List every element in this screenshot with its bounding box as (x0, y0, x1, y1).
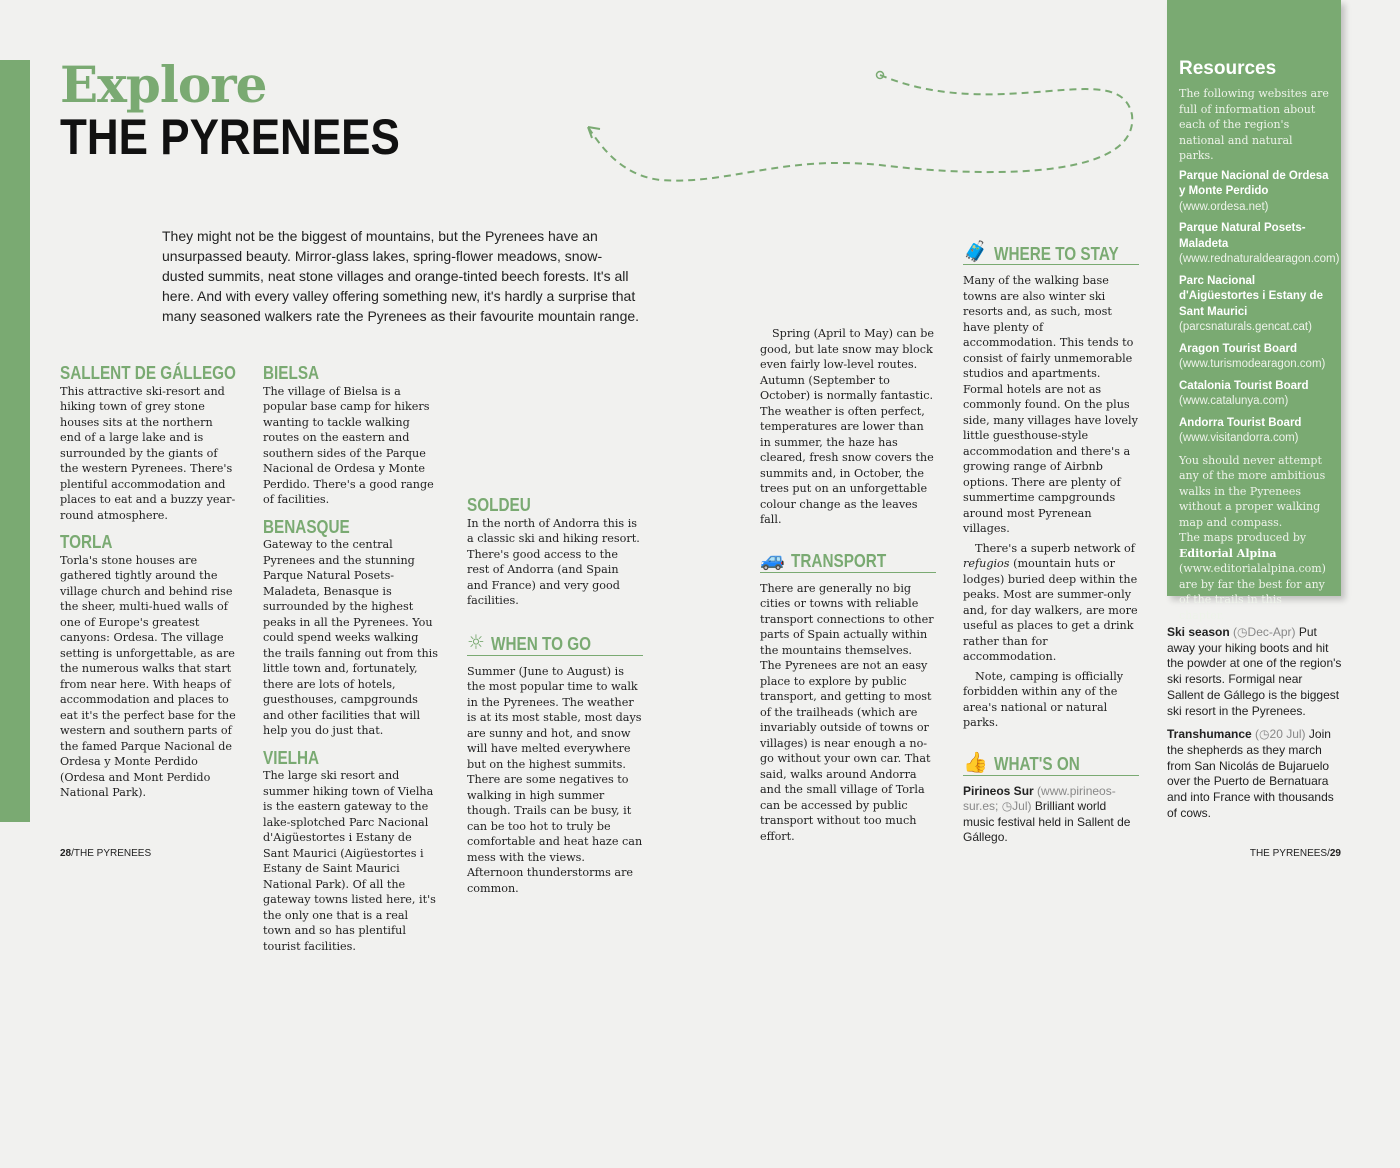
transport-text: There are generally no big cities or towns with reliable transport connections to other parts of Spain actually within the mountains themselves. The Pyrenees are not an easy place to explore by public transport, and getting to most of the trailheads (which are invariably outside of towns or villages) is near enough a no-go without your own car. That said, walks around Andorra and the small village of Torla can be accessed by public transport without too much effort. (760, 581, 934, 843)
resource-item: Parc Nacional d'Aigüestortes i Estany de Sant Maurici (parcsnaturals.gencat.cat) (1179, 274, 1323, 333)
resources-note: You should never attempt any of the more ambitious walks in the Pyrenees without a proper walking map and compass. (1179, 453, 1326, 529)
section-heading: WHAT'S ON (993, 754, 1080, 774)
resource-item: Parque Natural Posets-Maladeta (www.rednaturaldearagon.com) (1179, 222, 1340, 265)
thumbs-up-icon: 👍 (963, 749, 988, 774)
section-heading: TRANSPORT (790, 551, 887, 571)
place-text: The village of Bielsa is a popular base camp for hikers wanting to tackle walking routes on the eastern and southern sides of the Parque Nacional de Ordesa y Monte Perdido. There's a good range of facilities. (263, 384, 434, 506)
resource-item: Catalonia Tourist Board (www.catalunya.com) (1179, 379, 1309, 407)
event-item: Ski season (◷Dec-Apr) Put away your hiking boots and hit the powder at one of the region's ski resorts. Formigal near Sallent de Gállego is the biggest ski resort in the Pyrenees. (1167, 625, 1342, 718)
place-text: This attractive ski-resort and hiking town of grey stone houses sits at the northern end of a large lake and is surrounded by the giants of the western Pyrenees. There's plentiful accommodation and places to eat and a buzzy year-round atmosphere. (60, 384, 236, 522)
car-icon: 🚙 (760, 546, 785, 571)
left-accent-bar (0, 60, 30, 822)
luggage-icon: 🧳 (963, 239, 988, 263)
stay-text-3: Note, camping is officially forbidden within any of the area's national or natural parks. (963, 669, 1124, 729)
event-item: Transhumance (◷20 Jul) Join the shepherds as they march from San Nicolás de Bujaruelo over the Puerto de Bernatuara and into France with thousands of cows. (1167, 727, 1334, 820)
whats-on-header (963, 751, 1139, 776)
stay-text-1: Many of the walking base towns are also winter ski resorts and, as such, most have plenty of accommodation. This tends to consist of fairly unmemorable studios and apartments. Formal hotels are not as commonly found. On the plus side, many villages have lovely little guesthouse-style accommodation and there's a growing range of Airbnb options. There are plenty of summertime campgrounds around most Pyrenean villages. (963, 274, 1138, 535)
stay-text-2: There's a superb network of refugios (mountain huts or lodges) buried deep within the peaks. Most are summer-only and, for day walkers, are more useful as places to get a drink rather than for accommodation. (963, 541, 1138, 663)
resource-item: Parque Nacional de Ordesa y Monte Perdido (www.ordesa.net) (1179, 169, 1329, 213)
place-heading: TORLA (60, 532, 113, 552)
place-heading: BIELSA (263, 363, 320, 383)
column-1 (60, 363, 236, 801)
events-list (1167, 625, 1342, 829)
when-text-2: Spring (April to May) can be good, but late snow may block even fairly low-level routes. Autumn (September to October) is normally fantastic. The weather is often perfect, temperatures are lower than in summer, the haze has cleared, fresh snow covers the summits and, in October, the trees put on an unforgettable colour change as the leaves fall. (760, 327, 934, 526)
page-title: THE PYRENEES (60, 109, 400, 165)
column-3 (467, 362, 643, 896)
clock-icon: ◷ (1259, 727, 1270, 742)
sun-icon: ☼ (467, 629, 485, 654)
place-heading: VIELHA (263, 747, 320, 768)
transport-header (760, 548, 936, 573)
place-heading: SOLDEU (467, 495, 531, 515)
event-item: Pirineos Sur (www.pirineos-sur.es; ◷Jul) Brilliant world music festival held in Sallent de Gállego. (963, 783, 1131, 844)
section-heading: WHERE TO STAY (993, 243, 1119, 264)
place-text: The large ski resort and summer hiking town of Vielha is the eastern gateway to the lake-splotched Parc Nacional d'Aigüestortes i Estany de Sant Maurici (Aigüestortes i Estany de Saint Maurici National Park). Of all the gateway towns listed here, it's the only one that is a real town and so has plentiful tourist facilities. (263, 769, 436, 953)
resources-maps: The maps produced by Editorial Alpina (www.editorialalpina.com) are by far the best for any of the trails in this chapter. (1179, 531, 1326, 622)
place-heading: BENASQUE (263, 516, 350, 537)
dashed-path-decoration (580, 65, 1140, 195)
place-text: In the north of Andorra this is a classic ski and hiking resort. There's good access to the rest of Andorra (and Spain and France) and very good facilities. (467, 516, 640, 607)
where-to-stay-header (963, 240, 1139, 265)
place-text: Torla's stone houses are gathered tightly around the village church and behind rise the sheer, multi-hued walls of one of Europe's greatest canyons: Ordesa. The village setting is unforgettable, as are the numerous walks that start from near here. With heaps of accommodation and places to eat it's the perfect base for the western and southern parts of the famed Parque Nacional de Ordesa y Monte Perdido (Ordesa and Mont Perdido National Park). (60, 553, 236, 799)
column-2 (263, 363, 439, 1168)
intro-paragraph: They might not be the biggest of mountains, but the Pyrenees have an unsurpassed beauty. Mirror-glass lakes, spring-flower meadows, snow-dusted summits, neat stone villages and orange-tinted beech forests. It's all here. And with every valley offering something new, it's hardly a surprise that many seasoned walkers rate the Pyrenees as their favourite mountain range. (162, 228, 640, 324)
place-text: Gateway to the central Pyrenees and the stunning Parque Natural Posets-Maladeta, Benasque is surrounded by the highest peaks in all the Pyrenees. You could spend weeks walking the trails fanning out from this little town and, fortunately, there are lots of hotels, guesthouses, campgrounds and other facilities that will help you do just that. (263, 538, 438, 737)
resource-item: Andorra Tourist Board (www.visitandorra.com) (1179, 416, 1302, 444)
resources-title: Resources (1179, 58, 1277, 79)
title-explore: Explore (60, 55, 267, 114)
folio-left: 28/THE PYRENEES (60, 848, 152, 859)
section-heading: WHEN TO GO (490, 634, 591, 654)
resources-sidebar (1167, 0, 1341, 622)
clock-icon: ◷ (1001, 799, 1013, 813)
folio-right: THE PYRENEES/29 (1249, 848, 1341, 859)
column-5 (963, 240, 1139, 846)
when-text-1: Summer (June to August) is the most popular time to walk in the Pyrenees. The weather is at its most stable, most days are sunny and hot, and snow will have melted everywhere but on the highest summits. There are some negatives to walking in high summer though. Trails can be busy, it can be too hot to truly be comfortable and heat haze can mess with the views. Afternoon thunderstorms are common. (467, 664, 643, 895)
when-to-go-header (467, 631, 643, 656)
column-4 (760, 240, 936, 844)
clock-icon: ◷ (1237, 625, 1248, 639)
resource-item: Aragon Tourist Board (www.turismodearagon.com) (1179, 342, 1326, 370)
resources-intro: The following websites are full of information about each of the region's national and natural parks. (1179, 87, 1329, 162)
place-heading: SALLENT DE GÁLLEGO (60, 363, 236, 383)
